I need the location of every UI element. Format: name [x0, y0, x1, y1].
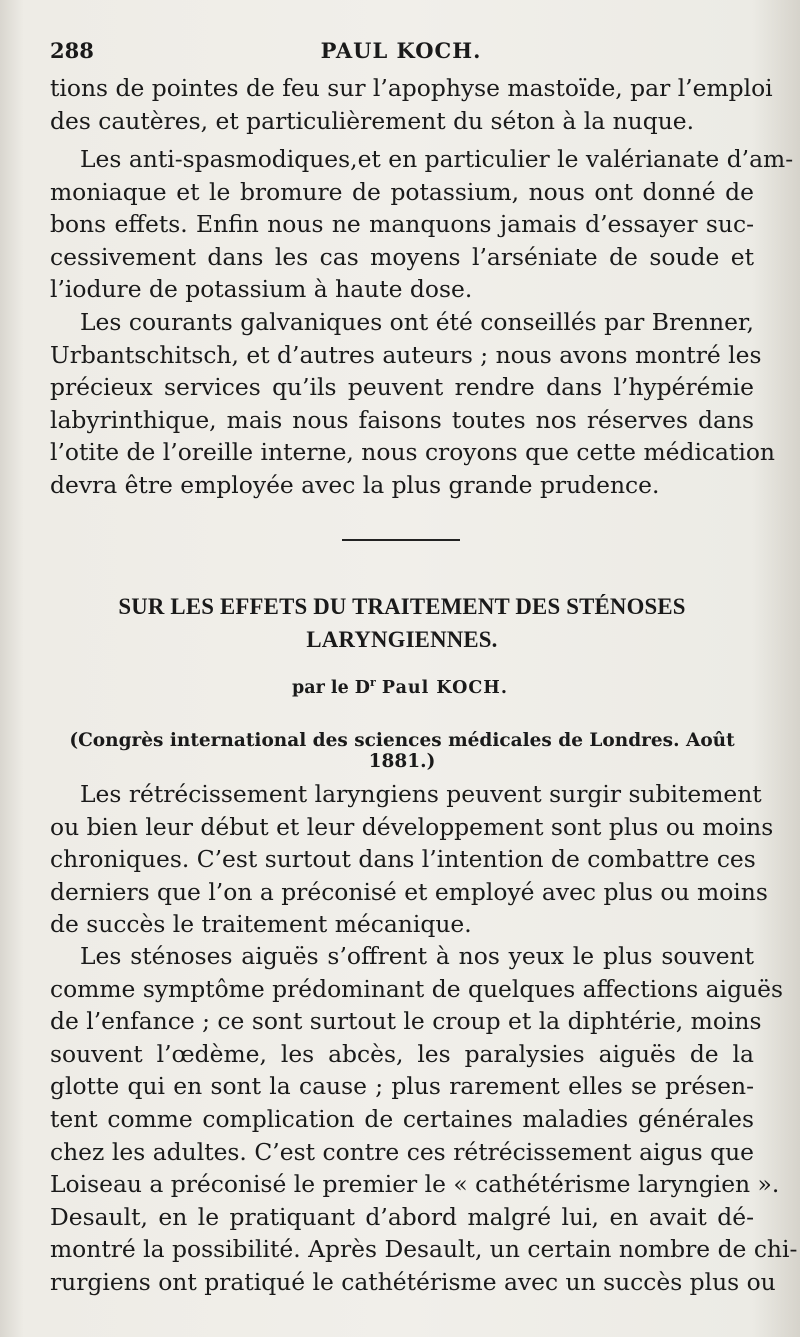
text-line: montré la possibilité. Après Desault, un certain nombre de chi- — [50, 1235, 798, 1264]
paragraph-galvanic — [80, 306, 754, 339]
paragraph-stenoses-intro-cont — [50, 811, 774, 941]
text-line: tions de pointes de feu sur l’apophyse mastoïde, par l’emploi — [50, 74, 773, 102]
paragraph-galvanic-cont — [50, 339, 775, 502]
conference-note: (Congrès international des sciences médicales de Londres. Août 1881.) — [69, 730, 735, 772]
page-header — [50, 38, 752, 68]
paragraph-antispasmodics — [80, 143, 794, 176]
text-line: Les anti-spasmodiques,et en particulier le valérianate d’am- — [80, 145, 794, 173]
paragraph-acute-stenoses-cont — [50, 973, 798, 1299]
text-line: Desault, en le pratiquant d’abord malgré lui, en avait dé- — [50, 1202, 754, 1231]
byline-prefix: par le D — [292, 677, 370, 698]
text-line: Loiseau a préconisé le premier le « cathétérisme laryngien ». — [50, 1170, 780, 1199]
text-line: glotte qui en sont la cause ; plus rarement elles se présen- — [50, 1072, 754, 1101]
text-line: rurgiens ont pratiqué le cathétérisme avec un succès plus ou — [50, 1267, 776, 1296]
text-line: derniers que l’on a préconisé et employé avec plus ou moins — [50, 877, 768, 906]
text-line: comme symptôme prédominant de quelques affections aiguës — [50, 974, 783, 1003]
text-line: de succès le traitement mécanique. — [50, 910, 472, 939]
text-line: devra être employée avec la plus grande prudence. — [50, 470, 660, 499]
article-title-line: LARYNGIENNES. — [306, 627, 498, 652]
text-line: Urbantschitsch, et d’autres auteurs ; nous avons montré les — [50, 340, 762, 369]
paragraph-acute-stenoses — [80, 940, 754, 973]
section-separator — [342, 539, 460, 541]
text-line: bons effets. Enfin nous ne manquons jamais d’essayer suc- — [50, 210, 754, 239]
text-line: Les sténoses aiguës s’offrent à nos yeux le plus souvent — [80, 942, 754, 970]
text-line: tent comme complication de certaines maladies générales — [50, 1104, 754, 1133]
text-line: labyrinthique, mais nous faisons toutes nos réserves dans — [50, 405, 754, 434]
byline-author: Paul KOCH. — [381, 677, 508, 698]
byline-sup: r — [370, 676, 376, 689]
running-head: PAUL KOCH. — [320, 38, 482, 63]
text-line: Les courants galvaniques ont été conseillés par Brenner, — [80, 308, 754, 336]
text-line: des cautères, et particulièrement du séton à la nuque. — [50, 106, 695, 135]
text-line: souvent l’œdème, les abcès, les paralysies aiguës de la — [50, 1039, 754, 1068]
text-line: l’iodure de potassium à haute dose. — [50, 275, 473, 304]
text-line: chroniques. C’est surtout dans l’intention de combattre ces — [50, 845, 756, 874]
article-title — [50, 590, 754, 656]
text-line: Les rétrécissement laryngiens peuvent surgir subitement — [80, 780, 762, 808]
text-line: ou bien leur début et leur développement sont plus ou moins — [50, 812, 774, 841]
page-number: 288 — [50, 38, 94, 63]
text-line: cessivement dans les cas moyens l’arséniate de soude et — [50, 242, 754, 271]
text-line: chez les adultes. C’est contre ces rétrécissement aigus que — [50, 1137, 754, 1166]
article-title-line: SUR LES EFFETS DU TRAITEMENT DES STÉNOSES — [118, 594, 686, 619]
text-line: de l’enfance ; ce sont surtout le croup et la diphtérie, moins — [50, 1007, 762, 1036]
text-line: moniaque et le bromure de potassium, nous ont donné de — [50, 177, 754, 206]
paragraph-antispasmodics-cont — [50, 176, 754, 306]
text-line: l’otite de l’oreille interne, nous croyons que cette médication — [50, 438, 775, 467]
paragraph-continuation — [50, 72, 773, 137]
article-byline — [0, 676, 800, 698]
text-line: précieux services qu’ils peuvent rendre dans l’hypérémie — [50, 373, 754, 402]
paragraph-stenoses-intro — [80, 778, 762, 811]
